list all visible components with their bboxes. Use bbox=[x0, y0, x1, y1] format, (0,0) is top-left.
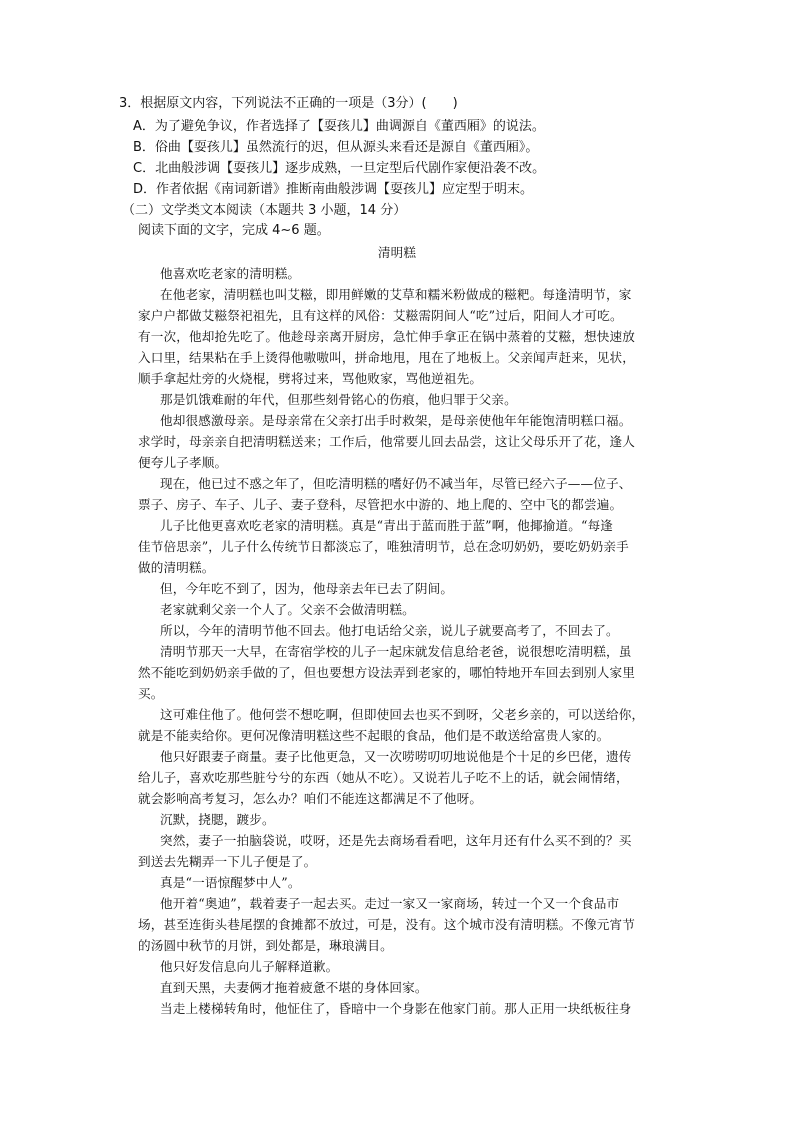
story-line: 他只好发信息向儿子解释道歉。 bbox=[160, 959, 339, 974]
story-line: 沉默，挠腮，踱步。 bbox=[160, 812, 275, 827]
story-line: 票子、房子、车子、儿子、妻子登科，尽管把水中游的、地上爬的、空中飞的都尝遍。 bbox=[138, 497, 623, 512]
story-line: 的汤圆中秋节的月饼，到处都是，琳琅满目。 bbox=[138, 938, 393, 953]
question-3-stem: 3．根据原文内容，下列说法不正确的一项是（3分）( ) bbox=[119, 96, 458, 111]
option-d: D．作者依据《南词新谱》推断南曲般涉调【耍孩儿】应定型于明末。 bbox=[133, 182, 534, 197]
story-line: 突然，妻子一拍脑袋说，哎呀，还是先去商场看看吧，这年月还有什么买不到的？买 bbox=[160, 833, 632, 848]
story-line: 入口里，结果粘在手上烫得他嗷嗷叫，拼命地甩，甩在了地板上。父亲闻声赶来，见状， bbox=[138, 350, 636, 365]
story-line: 这可难住他了。他何尝不想吃啊，但即使回去也买不到呀，父老乡亲的，可以送给你， bbox=[160, 707, 645, 722]
story-line: 他却很感激母亲。是母亲常在父亲打出手时救架，是母亲使他年年能饱清明糕口福。 bbox=[160, 413, 632, 428]
story-line: 场，甚至连街头巷尾摆的食摊都不放过，可是，没有。这个城市没有清明糕。不像元宵节 bbox=[138, 917, 636, 932]
story-line: 当走上楼梯转角时，他怔住了，昏暗中一个身影在他家门前。那人正用一块纸板往身 bbox=[160, 1001, 632, 1016]
story-line: 在他老家，清明糕也叫艾糍，即用鲜嫩的艾草和糯米粉做成的糍粑。每逢清明节，家 bbox=[160, 287, 632, 302]
story-line: 然不能吃到奶奶亲手做的了，但也要想方设法弄到老家的，哪怕特地开车回去到别人家里 bbox=[138, 665, 636, 680]
story-line: 儿子比他更喜欢吃老家的清明糕。真是“青出于蓝而胜于蓝”啊，他揶揄道。“每逢 bbox=[160, 518, 614, 533]
story-line: 做的清明糕。 bbox=[138, 560, 215, 575]
story-line: 他开着“奥迪”，载着妻子一起去买。走过一家又一家商场，转过一个又一个食品市 bbox=[160, 896, 620, 911]
story-line: 求学时，母亲亲自把清明糕送来；工作后，他常要儿回去品尝，这让父母乐开了花，逢人 bbox=[138, 434, 636, 449]
story-line: 便夸儿子孝顺。 bbox=[138, 455, 228, 470]
story-line: 现在，他已过不惑之年了，但吃清明糕的嗜好仍不减当年，尽管已经六子——位子、 bbox=[160, 476, 632, 491]
story-line: 到送去先糊弄一下儿子便是了。 bbox=[138, 854, 317, 869]
story-line: 家户户都做艾糍祭祀祖先，且有这样的风俗：艾糍需阴间人“吃”过后，阳间人才可吃。 bbox=[138, 308, 623, 323]
section-header: （二）文学类文本阅读（本题共 3 小题，14 分） bbox=[122, 203, 407, 218]
story-line: 但，今年吃不到了，因为，他母亲去年已去了阴间。 bbox=[160, 581, 454, 596]
story-line: 就是不能卖给你。更何况像清明糕这些不起眼的食品，他们是不敢送给富贵人家的。 bbox=[138, 728, 610, 743]
option-b: B．俗曲【耍孩儿】虽然流行的迟，但从源头来看还是源自《董西厢》。 bbox=[133, 140, 539, 155]
story-line: 所以，今年的清明节他不回去。他打电话给父亲，说儿子就要高考了，不回去了。 bbox=[160, 623, 619, 638]
story-line: 真是“一语惊醒梦中人”。 bbox=[160, 875, 301, 890]
story-line: 顺手拿起灶旁的火烧棍，劈将过来，骂他败家，骂他逆祖先。 bbox=[138, 371, 483, 386]
story-line: 给儿子，喜欢吃那些脏兮兮的东西（她从不吃）。又说若儿子吃不上的话，就会闹情绪， bbox=[138, 770, 629, 785]
story-line: 清明节那天一大早，在寄宿学校的儿子一起床就发信息给老爸，说很想吃清明糕，虽 bbox=[160, 644, 632, 659]
story-line: 老家就剩父亲一个人了。父亲不会做清明糕。 bbox=[160, 602, 415, 617]
story-line: 买。 bbox=[138, 686, 164, 701]
option-c: C．北曲般涉调【耍孩儿】逐步成熟，一旦定型后代剧作家便沿袭不改。 bbox=[133, 161, 546, 176]
story-line: 那是饥饿难耐的年代，但那些刻骨铭心的伤痕，他归罪于父亲。 bbox=[160, 392, 517, 407]
reading-instruction: 阅读下面的文字，完成 4~6 题。 bbox=[138, 223, 330, 238]
story-title: 清明糕 bbox=[377, 245, 417, 260]
story-line: 直到天黑，夫妻俩才拖着疲惫不堪的身体回家。 bbox=[160, 980, 428, 995]
story-line: 佳节倍思亲”，儿子什么传统节日都淡忘了，唯独清明节，总在念叨奶奶，要吃奶奶亲手 bbox=[138, 539, 629, 554]
story-line: 他喜欢吃老家的清明糕。 bbox=[160, 266, 301, 281]
story-line: 有一次，他却抢先吃了。他趁母亲离开厨房，急忙伸手拿正在锅中蒸着的艾糍，想快速放 bbox=[138, 329, 636, 344]
option-a: A．为了避免争议，作者选择了【耍孩儿】曲调源自《董西厢》的说法。 bbox=[133, 119, 545, 134]
story-line: 他只好跟妻子商量。妻子比他更急，又一次唠唠叨叨地说他是个十足的乡巴佬，遗传 bbox=[160, 749, 632, 764]
story-line: 就会影响高考复习，怎么办？咱们不能连这都满足不了他呀。 bbox=[138, 791, 483, 806]
